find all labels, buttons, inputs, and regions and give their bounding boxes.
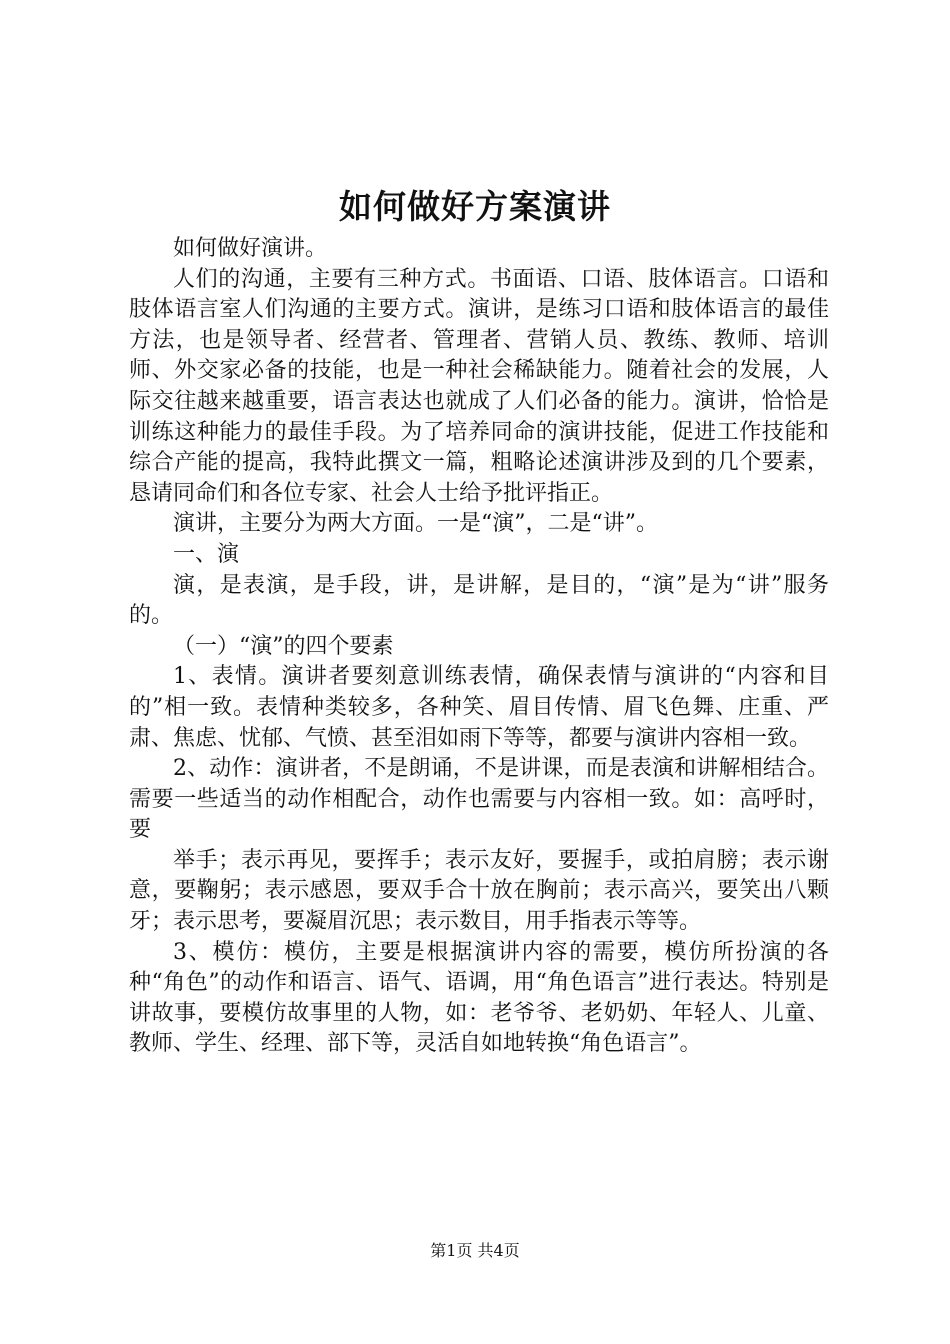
document-body: [129, 234, 829, 1060]
section-heading: 一、演: [173, 541, 240, 567]
paragraph: 1、表情。演讲者要刻意训练表情，确保表情与演讲的“内容和目的”相一致。表情种类较多，各种笑、眉目传情、眉飞色舞、庄重、严肃、焦虑、忧郁、气愤、甚至泪如雨下等等，都要与演讲内容相一致。: [129, 664, 829, 751]
paragraph: 举手；表示再见，要挥手；表示友好，要握手，或拍肩膀；表示谢意，要鞠躬；表示感恩，要双手合十放在胸前；表示高兴，要笑出八颗牙；表示思考，要凝眉沉思；表示数目，用手指表示等等。: [129, 847, 829, 935]
paragraph: 2、动作：演讲者，不是朗诵，不是讲课，而是表演和讲解相结合。需要一些适当的动作相配合，动作也需要与内容相一致。如：高呼时，要: [129, 756, 829, 843]
subsection-heading: （一）“演”的四个要素: [173, 633, 394, 659]
page-number-footer: 第1页 共4页: [430, 1241, 520, 1260]
paragraph: 如何做好演讲。: [173, 236, 328, 261]
paragraph: 演，是表演，是手段，讲，是讲解，是目的，“演”是为“讲”服务的。: [129, 572, 829, 629]
paragraph: 人们的沟通，主要有三种方式。书面语、口语、肢体语言。口语和肢体语言室人们沟通的主要方式。演讲，是练习口语和肢体语言的最佳方法，也是领导者、经营者、管理者、营销人员、教练、教师、培训师、外交家必备的技能，也是一种社会稀缺能力。随着社会的发展，人际交往越来越重要，语言表达也就成了人们必备的能力。演讲，恰恰是训练这种能力的最佳手段。为了培养同命的演讲技能，促进工作技能和综合产能的提高，我特此撰文一篇，粗略论述演讲涉及到的几个要素，恳请同命们和各位专家、社会人士给予批评指正。: [129, 266, 829, 506]
document-title: 如何做好方案演讲: [339, 187, 611, 226]
paragraph: 演讲，主要分为两大方面。一是“演”，二是“讲”。: [173, 511, 658, 537]
paragraph: 3、模仿：模仿，主要是根据演讲内容的需要，模仿所扮演的各种“角色”的动作和语言、语气、语调，用“角色语言”进行表达。特别是讲故事，要模仿故事里的人物，如：老爷爷、老奶奶、年轻人、儿童、教师、学生、经理、部下等，灵活自如地转换“角色语言”。: [129, 939, 829, 1057]
